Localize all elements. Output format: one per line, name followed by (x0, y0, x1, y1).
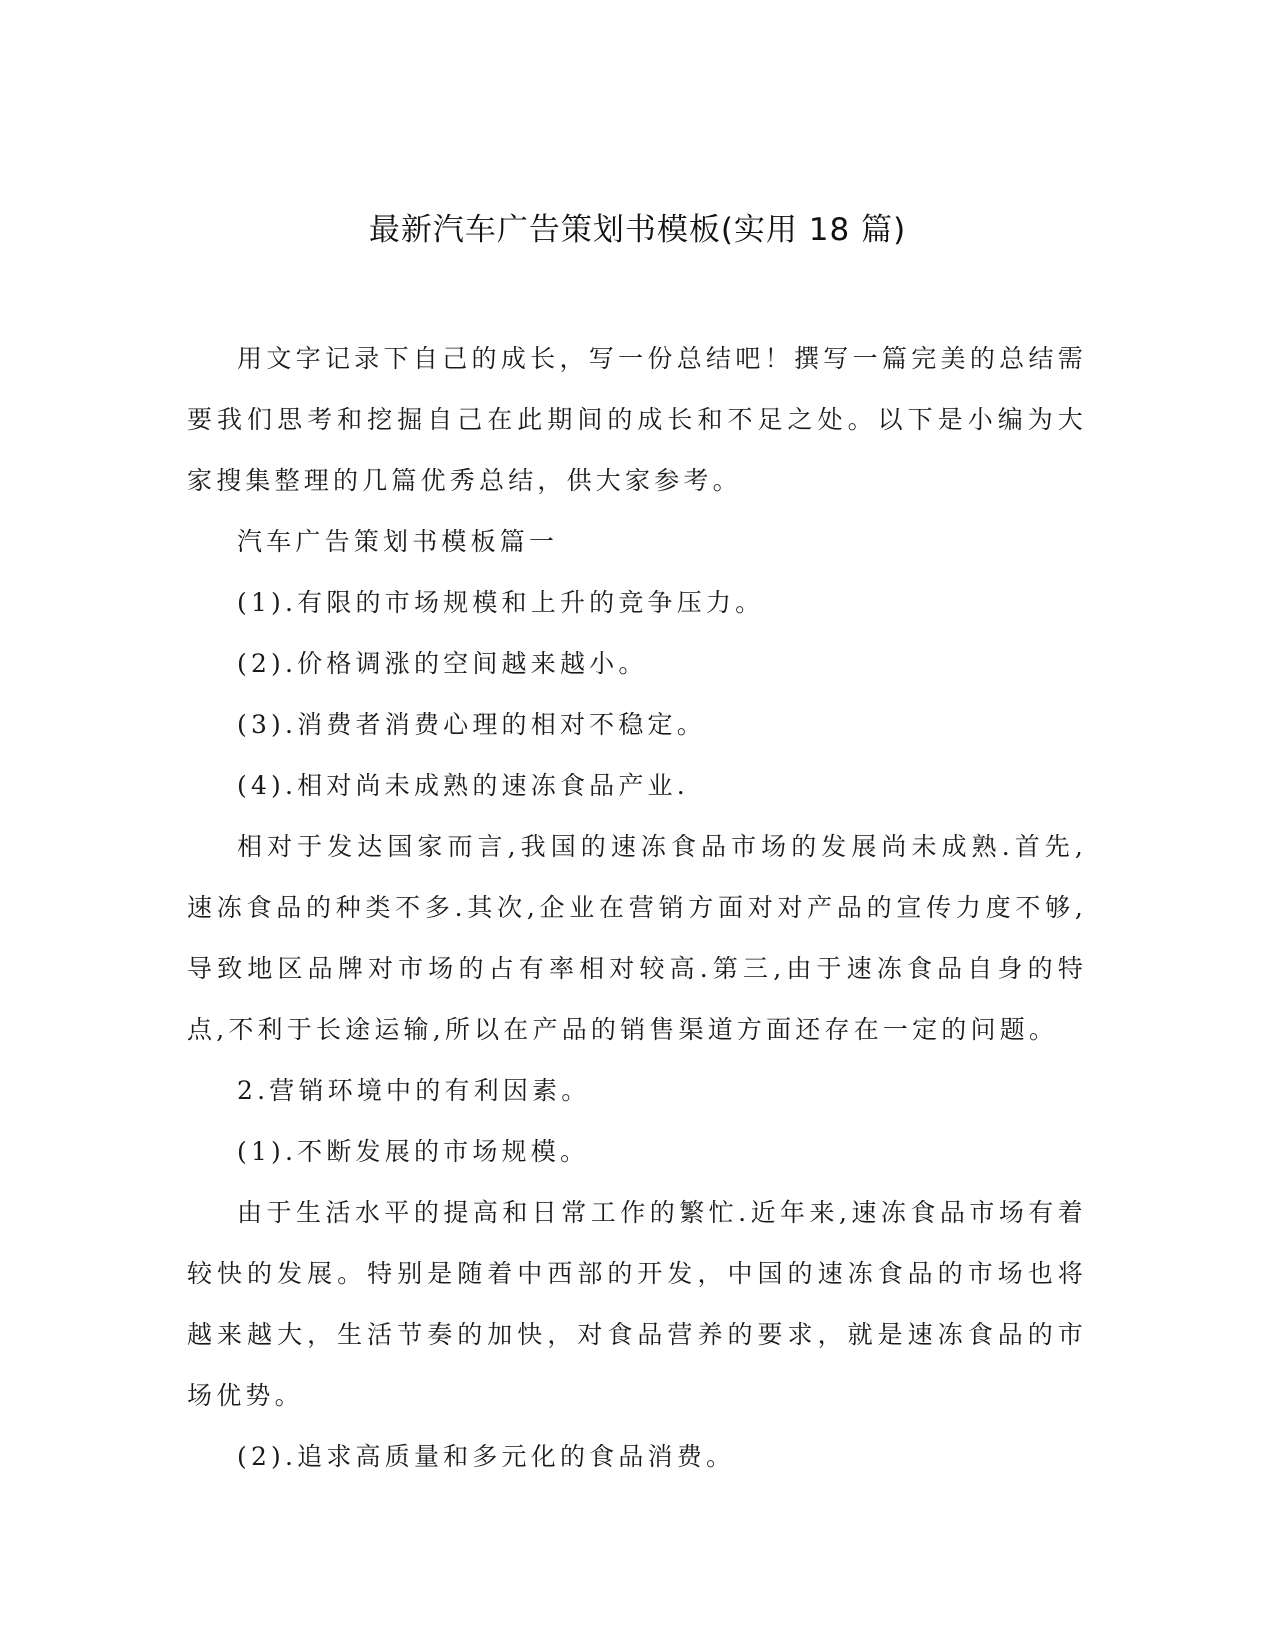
list-item: (2).价格调涨的空间越来越小。 (237, 649, 648, 678)
section-heading: 汽车广告策划书模板篇一 (237, 527, 559, 556)
paragraph-market-analysis: 相对于发达国家而言,我国的速冻食品市场的发展尚未成熟.首先,速冻食品的种类不多.其次,企业在营销方面对对产品的宣传力度不够,导致地区品牌对市场的占有率相对较高.第三,由于速冻食品自身的特点,不利于长途运输,所以在产品的销售渠道方面还存在一定的问题。 (187, 832, 1087, 1044)
list-item: (4).相对尚未成熟的速冻食品产业. (237, 771, 689, 800)
document-body (187, 328, 1087, 1487)
subheading-favorable-factors: 2.营销环境中的有利因素。 (237, 1076, 591, 1105)
paragraph-market-growth: 由于生活水平的提高和日常工作的繁忙.近年来,速冻食品市场有着较快的发展。特别是随着中西部的开发，中国的速冻食品的市场也将越来越大，生活节奏的加快，对食品营养的要求，就是速冻食品的市场优势。 (187, 1198, 1087, 1410)
list-item: (2).追求高质量和多元化的食品消费。 (237, 1442, 736, 1471)
list-item: (1).有限的市场规模和上升的竞争压力。 (237, 588, 765, 617)
list-item: (3).消费者消费心理的相对不稳定。 (237, 710, 706, 739)
document-title: 最新汽车广告策划书模板(实用 18 篇) (368, 212, 907, 248)
list-item: (1).不断发展的市场规模。 (237, 1137, 590, 1166)
paragraph-intro: 用文字记录下自己的成长，写一份总结吧！撰写一篇完美的总结需要我们思考和挖掘自己在此期间的成长和不足之处。以下是小编为大家搜集整理的几篇优秀总结，供大家参考。 (187, 344, 1087, 495)
